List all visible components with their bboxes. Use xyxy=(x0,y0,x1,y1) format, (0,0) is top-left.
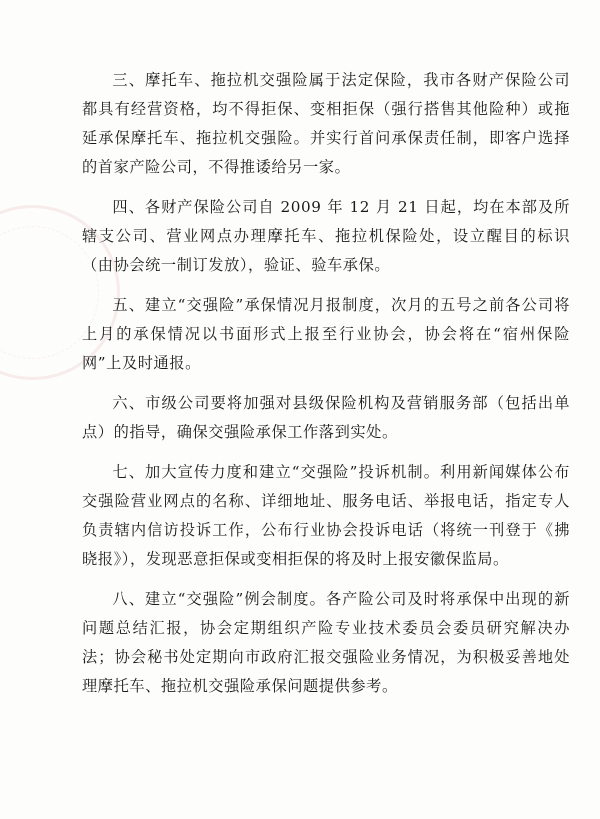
paragraph-four: 四、各财产保险公司自 2009 年 12 月 21 日起，均在本部及所辖支公司、营业网点办理摩托车、拖拉机保险处，设立醒目的标识（由协会统一制订发放），验证、验车承保。 xyxy=(82,198,570,274)
paragraph-six: 六、市级公司要将加强对县级保险机构及营销服务部（包括出单点）的指导，确保交强险承保工作落到实处。 xyxy=(82,394,570,441)
paragraph-seven: 七、加大宣传力度和建立“交强险”投诉机制。利用新闻媒体公布交强险营业网点的名称、详细地址、服务电话、举报电话，指定专人负责辖内信访投诉工作，公布行业协会投诉电话（将统一刊登于《拂晓报》），发现恶意拒保或变相拒保的将及时上报安徽保监局。 xyxy=(82,463,570,568)
document-body xyxy=(82,66,570,701)
paragraph-three: 三、摩托车、拖拉机交强险属于法定保险，我市各财产保险公司都具有经营资格，均不得拒保、变相拒保（强行搭售其他险种）或拖延承保摩托车、拖拉机交强险。并实行首问承保责任制，即客户选择的首家产险公司，不得推诿给另一家。 xyxy=(82,71,570,176)
paragraph-five: 五、建立“交强险”承保情况月报制度，次月的五号之前各公司将上月的承保情况以书面形式上报至行业协会，协会将在“宿州保险网”上及时通报。 xyxy=(82,296,570,372)
paragraph-eight: 八、建立“交强险”例会制度。各产险公司及时将承保中出现的新问题总结汇报，协会定期组织产险专业技术委员会委员研究解决办法；协会秘书处定期向市政府汇报交强险业务情况，为积极妥善地处理摩托车、拖拉机交强险承保问题提供参考。 xyxy=(82,590,570,695)
